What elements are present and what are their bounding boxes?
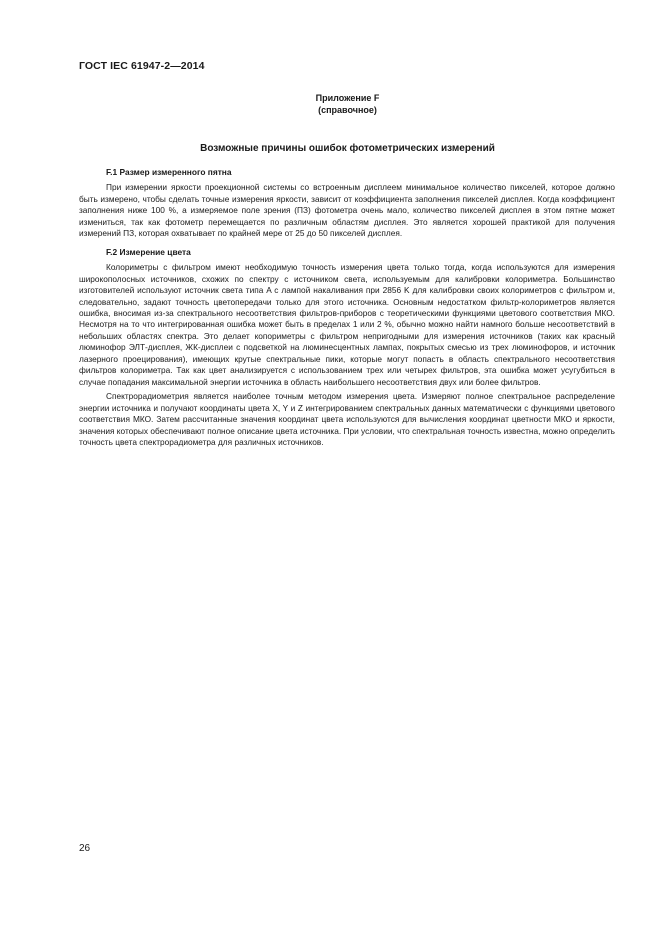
section-f2-paragraph-1: Колориметры с фильтром имеют необходимую точность измерения цвета только тогда, когда используются для измерения широкополосных источников, схожих по спектру с источником света, используемым для калибровки колориметра. Большинство изготовителей используют источник света типа A с лампой накаливания при 2856 K для калибровки своих колориметров с фильтром и, следовательно, задают точность цветопередачи только для этого источника. Основным недостатком фильтр-колориметров является ошибка, вносимая из-за спектрального несоответствия фильтров-приборов с теоретическими функциями цветового соответствия МКО. Несмотря на то что интегрированная ошибка может быть в пределах 1 или 2 %, обычно можно найти намного больше несоответствий в небольших областях спектра. Это делает копориметры с фильтром непригодными для измерения источников (таких как красный люминофор ЭЛТ-дисплея, ЖК-дисплеи с подсветкой на люминесцентных лампах, покрытых смесью из трех люминофоров, и источник лазерного проецирования), имеющих крутые спектральные пики, которые могут попасть в область спектрального несоответствия фильтров колориметра. Так как цвет анализируется с использованием трех или четырех фильтров, эта ошибка может усугубиться в случае попадания максимальной энергии источника в область наибольшего несоответствия двух или более фильтров. — [79, 262, 615, 387]
appendix-type: (справочное) — [318, 105, 377, 115]
document-header: ГОСТ IEC 61947-2—2014 — [79, 60, 205, 72]
page-number: 26 — [79, 843, 91, 854]
section-f1-paragraph: При измерении яркости проекционной системы со встроенным дисплеем минимальное количество пикселей, которое должно быть измерено, чтобы сделать точные измерения яркости, зависит от коэффициента заполнения пикселей дисплея. Когда коэффициент заполнения ниже 100 %, а измеряемое поле зрения (ПЗ) фотометра очень мало, количество пикселей дисплея в этом пятне может измениться, так как фотометр перемещается по различным областям дисплея. Это является хорошей практикой для получения измерений ПЗ, которая охватывает по крайней мере от 25 до 50 пикселей дисплея. — [79, 182, 615, 239]
section-heading-f1: F.1 Размер измеренного пятна — [106, 167, 232, 177]
appendix-label: Приложение F — [315, 93, 380, 103]
document-body — [79, 167, 615, 451]
section-heading-f2: F.2 Измерение цвета — [106, 246, 191, 257]
appendix-label-block — [0, 92, 661, 116]
section-f2-paragraph-2: Спектрорадиометрия является наиболее точным методом измерения цвета. Измеряют полное спектральное распределение энергии источника и получают координаты цвета X, Y и Z интегрированием спектральных данных математически с функциями цветового соответствия МКО. Затем рассчитанные значения координат цвета используются для вычисления координат цветности МКО и яркости, значения которых обеспечивают полное описание цвета источника. При условии, что спектральная точность известна, можно определить точность цвета спектрорадиометра для различных источников. — [79, 391, 615, 447]
appendix-title-block — [0, 143, 661, 154]
appendix-title: Возможные причины ошибок фотометрических измерений — [200, 143, 495, 154]
